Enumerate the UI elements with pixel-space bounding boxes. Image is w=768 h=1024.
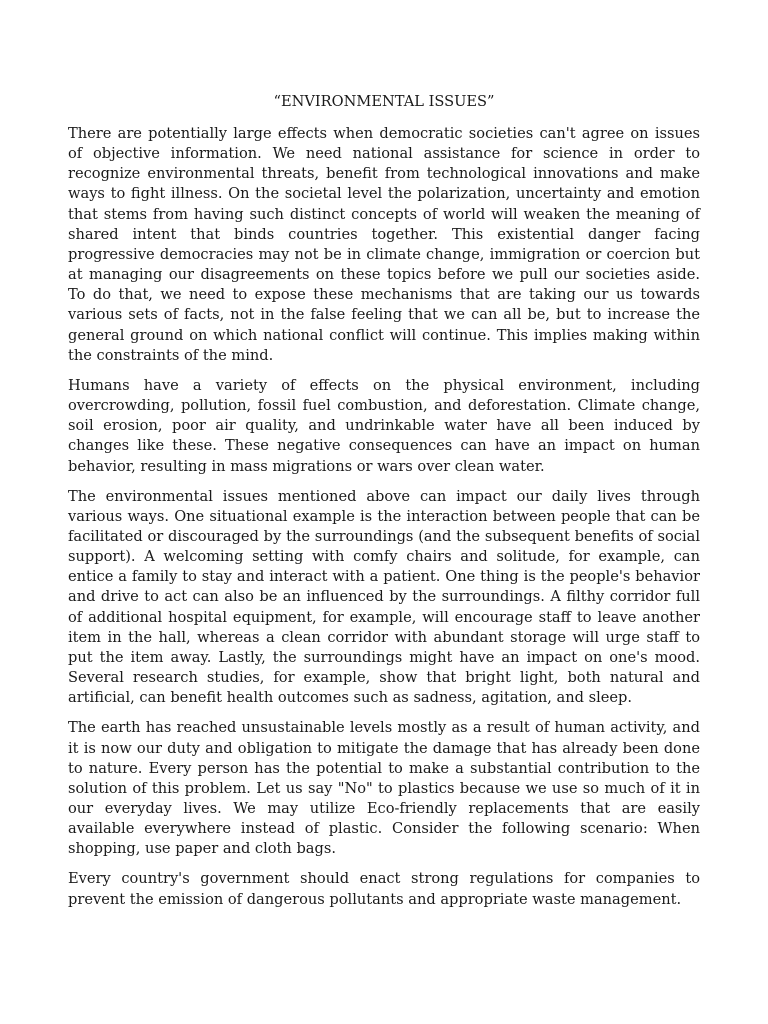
paragraph-2: Humans have a variety of effects on the physical environment, including overcrowding, pollution, fossil fuel combustion, and deforestation. Climate change, soil erosion, poor air quality, and undrinkable water have all been induced by changes like these. These negative consequences can have an impact on human behavior, resulting in mass migrations or wars over clean water. <box>68 376 700 475</box>
paragraph-3: The environmental issues mentioned above can impact our daily lives through various ways. One situational example is the interaction between people that can be facilitated or discouraged by the surroundings (and the subsequent benefits of social support). A welcoming setting with comfy chairs and solitude, for example, can entice a family to stay and interact with a patient. One thing is the people's behavior and drive to act can also be an influenced by the surroundings. A filthy corridor full of additional hospital equipment, for example, will encourage staff to leave another item in the hall, whereas a clean corridor with abundant storage will urge staff to put the item away. Lastly, the surroundings might have an impact on one's mood. Several research studies, for example, show that bright light, both natural and artificial, can benefit health outcomes such as sadness, agitation, and sleep. <box>68 487 700 707</box>
paragraph-5: Every country's government should enact strong regulations for companies to prevent the emission of dangerous pollutants and appropriate waste management. <box>68 870 700 908</box>
paragraph-4: The earth has reached unsustainable levels mostly as a result of human activity, and it is now our duty and obligation to mitigate the damage that has already been done to nature. Every person has the potential to make a substantial contribution to the solution of this problem. Let us say "No" to plastics because we use so much of it in our everyday lives. We may utilize Eco-friendly replacements that are easily available everywhere instead of plastic. Consider the following scenario: When shopping, use paper and cloth bags. <box>68 719 700 858</box>
paragraph-1: There are potentially large effects when democratic societies can't agree on issues of objective information. We need national assistance for science in order to recognize environmental threats, benefit from technological innovations and make ways to fight illness. On the societal level the polarization, uncertainty and emotion that stems from having such distinct concepts of world will weaken the meaning of shared intent that binds countries together. This existential danger facing progressive democracies may not be in climate change, immigration or coercion but at managing our disagreements on these topics before we pull our societies aside. To do that, we need to expose these mechanisms that are taking our us towards various sets of facts, not in the false feeling that we can all be, but to increase the general ground on which national conflict will continue. This implies making within the constraints of the mind. <box>68 125 700 364</box>
document-page <box>68 92 700 920</box>
document-title: “ENVIRONMENTAL ISSUES” <box>273 93 495 110</box>
